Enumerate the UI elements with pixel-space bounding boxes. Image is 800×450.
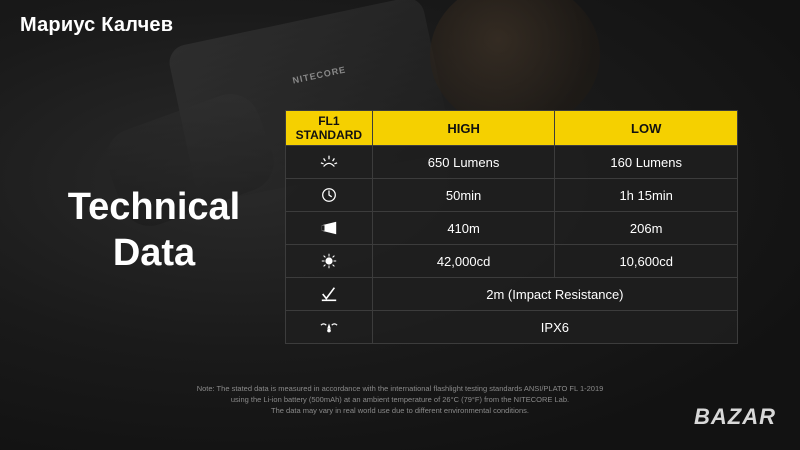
page-title bbox=[40, 184, 268, 276]
brightness-icon bbox=[286, 146, 373, 179]
spec-header-row bbox=[286, 111, 738, 146]
impact-icon bbox=[286, 278, 373, 311]
table-row bbox=[286, 212, 738, 245]
title-line-2: Data bbox=[112, 232, 196, 274]
intensity-high: 42,000cd bbox=[372, 245, 555, 278]
distance-low: 206m bbox=[555, 212, 738, 245]
seller-name-watermark: Мариус Калчев bbox=[20, 14, 174, 36]
brand-engraving: NITECORE bbox=[291, 64, 347, 86]
distance-high: 410m bbox=[372, 212, 555, 245]
note-line-3: The data may vary in real world use due to different environmental conditions. bbox=[271, 406, 529, 415]
peak-intensity-icon bbox=[286, 245, 373, 278]
note-line-1: Note: The stated data is measured in accordance with the international flashlight testing standards ANSI/PLATO FL 1-2019 bbox=[196, 384, 604, 393]
low-mode-header: LOW bbox=[555, 111, 738, 146]
note-line-2: using the Li-ion battery (500mAh) at an ambient temperature of 26°C (79°F) from the NITECORE Lab. bbox=[230, 395, 570, 404]
beam-distance-icon bbox=[286, 212, 373, 245]
waterproof-icon bbox=[286, 311, 373, 344]
runtime-low: 1h 15min bbox=[555, 179, 738, 212]
spec-table bbox=[285, 110, 738, 344]
model-header bbox=[286, 111, 373, 146]
impact-resistance-value: 2m (Impact Resistance) bbox=[372, 278, 737, 311]
table-row bbox=[286, 146, 738, 179]
table-row bbox=[286, 179, 738, 212]
table-row bbox=[286, 311, 738, 344]
table-row bbox=[286, 278, 738, 311]
model-variant: STANDARD bbox=[295, 128, 363, 142]
runtime-high: 50min bbox=[372, 179, 555, 212]
high-mode-header: HIGH bbox=[372, 111, 555, 146]
brightness-high: 650 Lumens bbox=[372, 146, 555, 179]
brightness-low: 160 Lumens bbox=[555, 146, 738, 179]
model-name: FL1 bbox=[318, 114, 340, 128]
test-standard-note bbox=[130, 383, 670, 416]
table-row bbox=[286, 245, 738, 278]
title-line-1: Technical bbox=[67, 186, 241, 228]
site-logo: BAZAR bbox=[694, 404, 776, 429]
intensity-low: 10,600cd bbox=[555, 245, 738, 278]
clock-icon bbox=[286, 179, 373, 212]
waterproof-rating-value: IPX6 bbox=[372, 311, 737, 344]
